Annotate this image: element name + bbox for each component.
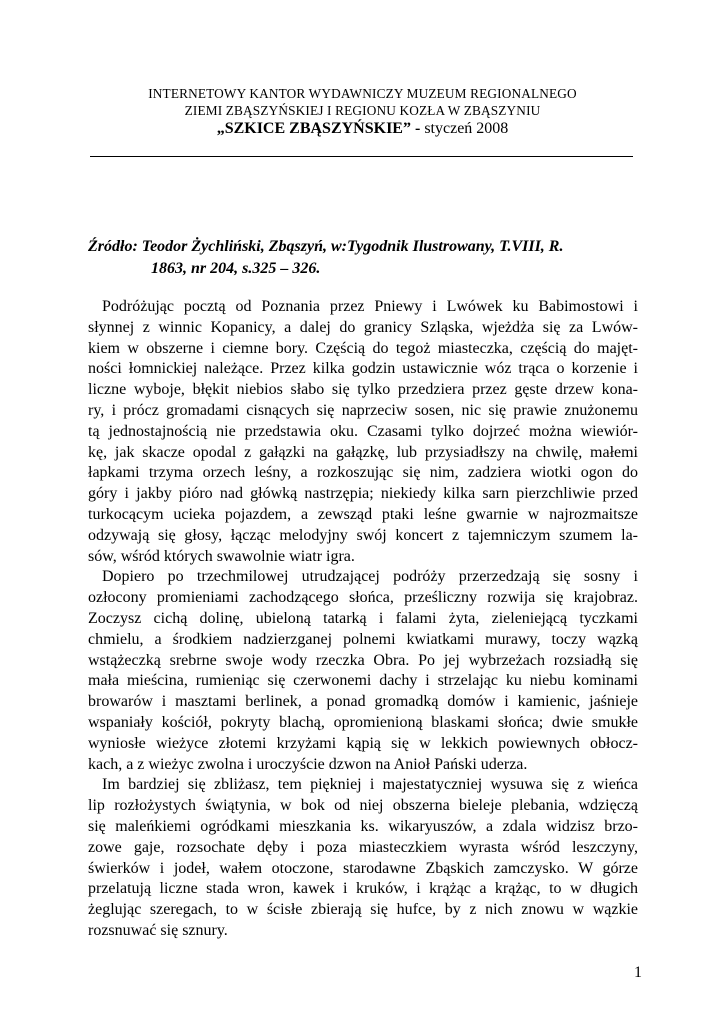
header-region-line: ZIEMI ZBĄSZYŃSKIEJ I REGIONU KOZŁA W ZBĄSZYNIU: [184, 103, 541, 118]
paragraph-line: tą jednostajnością nie przedstawia oku. Czasami tylko dojrzeć można wiewiór-: [88, 422, 638, 440]
paragraph-line: Podróżując pocztą od Poznania przez Pniewy i Lwówek ku Babimostowi i: [102, 298, 638, 315]
paragraph-line: kiem w obszerne i ciemne bory. Częścią do tegoż miasteczka, częścią do majęt-: [88, 339, 638, 357]
paragraph-line: góry i jakby pióro nad główką nastrzępia; niekiedy kilka sarn pierzchliwie przed: [88, 485, 638, 503]
paragraph-line: Zoczysz cichą dolinę, ubieloną tatarką i falami żyta, zieleniejącą tyczkami: [88, 609, 638, 627]
page-number: 1: [634, 964, 642, 981]
paragraph: [88, 775, 638, 941]
paragraph-line: kę, jak skacze opodal z gałązki na gałązkę, lub przysiadłszy na chwilę, małemi: [88, 443, 638, 461]
paragraph-line: liczne wyboje, błękit niebios słabo się tylko przedziera przez gęste drzew kona-: [88, 381, 638, 399]
paragraph-line: wspaniały kościół, pokryty blachą, opromienioną blaskami słońca; dwie smukłe: [88, 713, 638, 731]
document-header: [90, 85, 635, 139]
article-body: [88, 297, 638, 942]
paragraph-line: rozsnuwać się sznury.: [88, 921, 228, 939]
paragraph-line: kach, a z wieżyc zwolna i uroczyście dzwon na Anioł Pański uderza.: [88, 755, 528, 773]
paragraph-line: lip rozłożystych świątynia, w bok od niej obszerna bieleje plebania, wdzięczą: [88, 797, 638, 815]
publication-date: styczeń 2008: [420, 120, 509, 137]
paragraph-line: świerków i jodeł, wałem otoczone, starodawne Zbąskich zamczysko. W górze: [88, 859, 638, 877]
source-citation: [88, 236, 648, 279]
paragraph: [88, 567, 638, 775]
paragraph-line: się maleńkiemi ogródkami mieszkania ks. wikaryuszów, a zdala widzisz brzo-: [88, 817, 638, 835]
header-title-line: [90, 119, 635, 139]
paragraph-line: przelatują liczne stada wron, kawek i kruków, i krążąc a krążąc, to w długich: [88, 880, 638, 898]
paragraph-line: Dopiero po trzechmilowej utrudzającej podróży przerzedzają się sosny i: [102, 568, 638, 586]
header-divider: [90, 156, 633, 157]
paragraph: [88, 297, 638, 567]
paragraph-line: browarów i masztami berlinek, a ponad gromadką domów i kamienic, jaśnieje: [88, 693, 638, 711]
paragraph-line: turkocącym ucieka pojazdem, a zewsząd ptaki leśne gwarnie w najrozmaitsze: [88, 505, 638, 523]
source-line-2: 1863, nr 204, s.325 – 326.: [151, 259, 321, 277]
paragraph-line: ności łomnickiej należące. Przez kilka godzin ustawicznie wóz trąca o korzenie i: [88, 360, 638, 378]
paragraph-line: ry, i prócz gromadami cisnących się naprzeciw sosen, nic się prawie znużonemu: [88, 401, 638, 419]
source-line-1: Źródło: Teodor Żychliński, Zbąszyń, w:Tygodnik Ilustrowany, T.VIII, R.: [88, 238, 564, 255]
paragraph-line: żeglując szeregach, to w ścisłe zbierają się hufce, by z nich znowu w wązkie: [88, 901, 638, 919]
paragraph-line: zowe gaje, rozsochate dęby i poza miasteczkiem wyrasta wśród leszczyny,: [88, 838, 638, 856]
paragraph-line: wyniosłe wieżyce złotemi krzyżami kąpią się w lekkich powiewnych obłocz-: [88, 734, 638, 752]
paragraph-line: chmielu, a środkiem nadzierzganej polnemi kwiatkami murawy, toczy wązką: [88, 630, 638, 648]
paragraph-line: słynnej z winnic Kopanicy, a dalej do granicy Szląska, wjeżdża się za Lwów-: [88, 318, 638, 336]
paragraph-line: łapkami trzyma orzech leśny, a rozkoszując się nim, zadziera wiotki ogon do: [88, 464, 638, 482]
paragraph-line: wstążeczką srebrne swoje wody rzeczka Obra. Po jej wybrzeżach rozsiadłą się: [88, 651, 638, 669]
paragraph-line: Im bardziej się zbliżasz, tem piękniej i majestatyczniej wysuwa się z wieńca: [102, 776, 638, 794]
paragraph-line: mała mieścina, rumieniąc się czerwonemi dachy i strzelając ku niebu kominami: [88, 672, 638, 690]
paragraph-line: sów, wśród których swawolnie wiatr igra.: [88, 547, 355, 565]
publication-title: „SZKICE ZBĄSZYŃSKIE” -: [216, 120, 421, 137]
header-publisher-line: INTERNETOWY KANTOR WYDAWNICZY MUZEUM REGIONALNEGO: [148, 86, 577, 101]
paragraph-line: ozłocony promieniami zachodzącego słońca, prześliczny rozwija się krajobraz.: [88, 589, 638, 607]
paragraph-line: odzywają się głosy, łącząc melodyjny swój koncert z tajemniczym szumem la-: [88, 526, 638, 544]
